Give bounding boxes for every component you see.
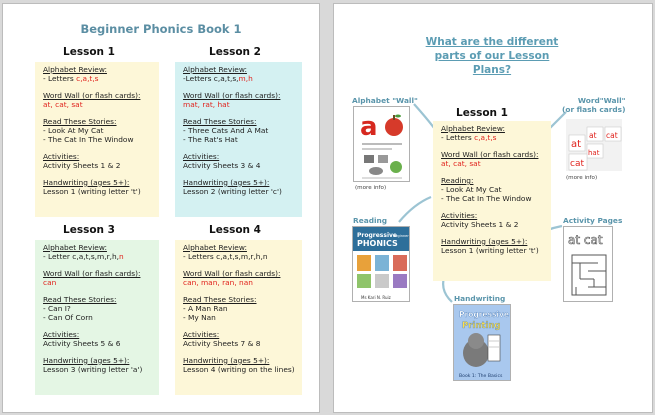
- alphabet-letters: - Letter c,a,t,s,m,r,h,n: [43, 251, 124, 261]
- alphabet-heading: Alphabet Review:: [43, 65, 107, 74]
- alphabet-heading: Alphabet Review:: [183, 243, 247, 252]
- stories-heading: Read These Stories:: [43, 294, 117, 304]
- lesson-1-card: [35, 62, 159, 217]
- activities-heading: Activities:: [43, 151, 80, 161]
- book-title: Beginner Phonics Book 1: [80, 22, 242, 36]
- svg-text:Progressive: Progressive: [459, 310, 509, 319]
- activities-value: Activity Sheets 7 & 8: [183, 338, 261, 348]
- lesson-3-card: [35, 240, 159, 395]
- wordwall-words: can: [43, 277, 57, 287]
- activities-heading: Activities:: [43, 329, 80, 339]
- flash-cards-image: [565, 117, 623, 173]
- lesson-4-card: [175, 240, 302, 395]
- activity-pages-label: Activity Pages: [563, 216, 623, 225]
- stories-heading: Read These Stories:: [183, 116, 257, 126]
- activities-heading: Activities:: [183, 329, 220, 339]
- alphabet-wall-thumbnail[interactable]: [353, 106, 410, 182]
- stories-heading: Read These Stories:: [43, 116, 117, 126]
- story-item: - Look At My Cat: [441, 184, 502, 194]
- activities-value: Activity Sheets 1 & 2: [43, 160, 121, 170]
- alphabet-letters: - Letters c,a,t,s: [441, 132, 497, 142]
- alphabet-wall-label: Alphabet "Wall": [352, 96, 418, 105]
- handwriting-heading: Handwriting (ages 5+):: [183, 177, 270, 187]
- alphabet-more-info-link[interactable]: (more info): [355, 185, 387, 191]
- handwriting-heading: Handwriting (ages 5+):: [441, 236, 528, 246]
- activity-pages-thumbnail[interactable]: [563, 226, 613, 302]
- right-page-title: What are the different parts of our Lesson Plans?: [425, 36, 559, 76]
- story-item: - The Rat's Hat: [183, 134, 238, 144]
- story-item: - The Cat In The Window: [441, 193, 532, 203]
- flash-card: at: [571, 139, 582, 150]
- handwriting-label: Handwriting: [454, 294, 506, 303]
- wordwall-heading: Word Wall (or flash cards):: [183, 90, 281, 100]
- right-page: [333, 3, 653, 413]
- handwriting-book-image: [454, 305, 511, 381]
- activity-word: at cat: [568, 233, 603, 247]
- reading-heading: Reading:: [441, 175, 474, 185]
- wordwall-words: at, cat, sat: [441, 158, 481, 168]
- activities-value: Activity Sheets 3 & 4: [183, 160, 261, 170]
- reader-cover-image: [353, 227, 410, 302]
- svg-text:Book 1: The Basics: Book 1: The Basics: [459, 374, 503, 379]
- handwriting-heading: Handwriting (ages 5+):: [43, 177, 130, 187]
- story-item: - Can Of Corn: [43, 312, 93, 322]
- wordwall-heading: Word Wall (or flash cards):: [441, 149, 539, 159]
- wordwall-words: at, cat, sat: [43, 99, 83, 109]
- wordwall-heading: Word Wall (or flash cards):: [183, 268, 281, 278]
- lesson-2-title: Lesson 2: [209, 46, 261, 58]
- left-page: [2, 3, 320, 413]
- alphabet-letters: - Letters c,a,t,s,m,r,h,n: [183, 251, 268, 261]
- flash-card: cat: [570, 159, 584, 169]
- handwriting-thumbnail[interactable]: [453, 304, 511, 381]
- handwriting-value: Lesson 2 (writing letter 'c'): [183, 186, 282, 196]
- flash-card: at: [589, 131, 597, 140]
- activities-heading: Activities:: [183, 151, 220, 161]
- story-item: - My Nan: [183, 312, 216, 322]
- alphabet-heading: Alphabet Review:: [441, 124, 505, 133]
- activities-value: Activity Sheets 1 & 2: [441, 219, 519, 229]
- wordwall-words: can, man, ran, nan: [183, 277, 253, 287]
- wordwall-heading: Word Wall (or flash cards):: [43, 90, 141, 100]
- svg-text:Progressive: Progressive: [357, 232, 397, 239]
- handwriting-heading: Handwriting (ages 5+):: [43, 355, 130, 365]
- lesson-3-title: Lesson 3: [63, 224, 115, 236]
- alphabet-heading: Alphabet Review:: [43, 243, 107, 252]
- story-item: - Can I?: [43, 303, 71, 313]
- story-item: - A Man Ran: [183, 303, 228, 313]
- alphabet-letters: -Letters c,a,t,s,m,h: [183, 73, 253, 83]
- apple-icon: [385, 118, 403, 136]
- svg-text:Beginner: Beginner: [393, 234, 409, 238]
- handwriting-value: Lesson 1 (writing letter 't'): [43, 186, 141, 196]
- reading-thumbnail[interactable]: [352, 226, 410, 302]
- svg-text:Printing: Printing: [462, 321, 501, 331]
- center-lesson-card: [433, 121, 551, 281]
- word-wall-label: Word"Wall" (or flash cards): [562, 96, 626, 114]
- story-item: - Look At My Cat: [43, 125, 104, 135]
- story-item: - Three Cats And A Mat: [183, 125, 269, 135]
- reading-label: Reading: [353, 216, 388, 225]
- alphabet-poster-image: [354, 107, 410, 182]
- handwriting-value: Lesson 4 (writing on the lines): [183, 364, 295, 374]
- handwriting-value: Lesson 3 (writing letter 'a'): [43, 364, 143, 374]
- handwriting-heading: Handwriting (ages 5+):: [183, 355, 270, 365]
- word-wall-more-info-link[interactable]: (more info): [566, 175, 598, 181]
- poster-letter: a: [360, 112, 378, 142]
- wordwall-words: mat, rat, hat: [183, 99, 230, 109]
- activity-sheet-image: [564, 227, 613, 302]
- word-wall-thumbnail[interactable]: [565, 117, 623, 173]
- center-lesson-title: Lesson 1: [456, 107, 508, 119]
- story-item: - The Cat In The Window: [43, 134, 134, 144]
- stories-heading: Read These Stories:: [183, 294, 257, 304]
- activities-value: Activity Sheets 5 & 6: [43, 338, 121, 348]
- flash-card: cat: [606, 131, 618, 140]
- alphabet-letters: - Letters c,a,t,s: [43, 73, 99, 83]
- lesson-1-title: Lesson 1: [63, 46, 115, 58]
- wordwall-heading: Word Wall (or flash cards):: [43, 268, 141, 278]
- lesson-2-card: [175, 62, 302, 217]
- alphabet-heading: Alphabet Review:: [183, 65, 247, 74]
- lesson-4-title: Lesson 4: [209, 224, 261, 236]
- handwriting-value: Lesson 1 (writing letter 't'): [441, 245, 539, 255]
- svg-text:Ms Kari N. Ruiz: Ms Kari N. Ruiz: [361, 295, 391, 300]
- svg-text:PHONICS: PHONICS: [357, 239, 398, 248]
- activities-heading: Activities:: [441, 210, 478, 220]
- flash-card: hat: [588, 149, 600, 157]
